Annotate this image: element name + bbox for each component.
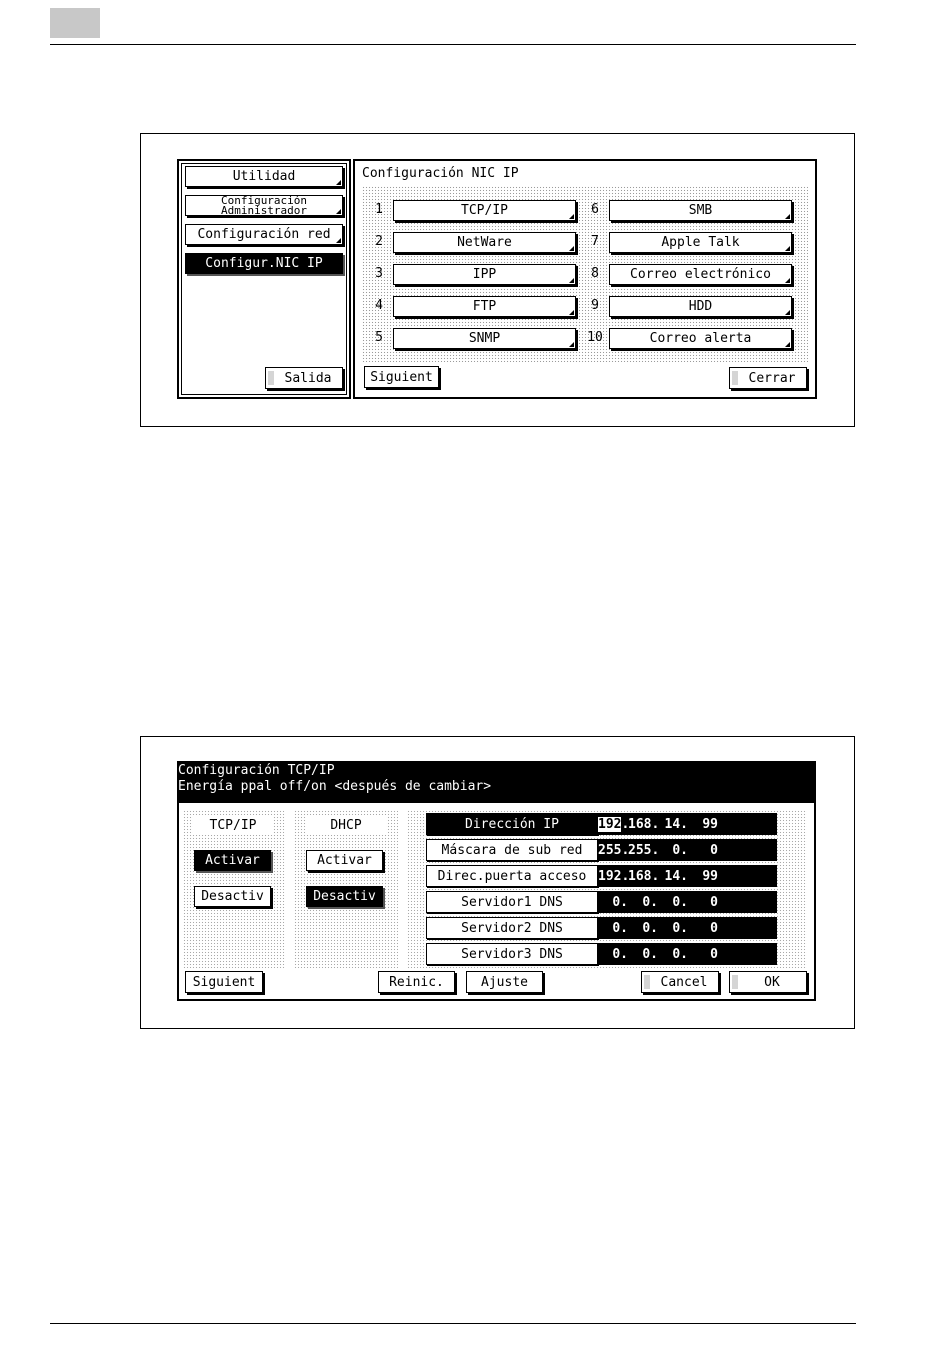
ip-octet xyxy=(598,817,628,832)
dhcp-enable-button[interactable]: Activar xyxy=(306,850,383,871)
next-button[interactable]: Siguient xyxy=(364,366,439,388)
footer-rule xyxy=(50,1323,856,1324)
ip-octet: 0. xyxy=(672,894,688,910)
tcpip-disable-button[interactable]: Desactiv xyxy=(194,886,271,907)
ip-octet: 192. xyxy=(598,868,630,884)
gateway-value[interactable] xyxy=(598,865,777,887)
ip-octet: 255. xyxy=(598,842,630,858)
option-netware-button[interactable]: NetWare xyxy=(393,232,576,253)
dns2-value[interactable] xyxy=(598,917,777,939)
ip-octet: 14. xyxy=(664,816,688,832)
ip-octet-cursor: 192 xyxy=(598,816,622,832)
dns3-value[interactable] xyxy=(598,943,777,965)
gateway-label[interactable]: Direc.puerta acceso xyxy=(426,865,598,887)
option-ipp-button[interactable]: IPP xyxy=(393,264,576,285)
option-ftp-button[interactable]: FTP xyxy=(393,296,576,317)
dns1-value[interactable] xyxy=(598,891,777,913)
option-number: 7 xyxy=(591,234,599,249)
ip-octet: 0. xyxy=(612,946,628,962)
option-number: 4 xyxy=(375,298,383,313)
adjust-button[interactable]: Ajuste xyxy=(466,971,543,993)
ip-octet: 168. xyxy=(628,868,660,884)
option-smb-button[interactable]: SMB xyxy=(609,200,792,221)
reset-button[interactable]: Reinic. xyxy=(378,971,455,993)
tcpip-enable-button[interactable]: Activar xyxy=(194,850,271,871)
ip-octet: 0. xyxy=(642,946,658,962)
menu-admin-line1: Configuración xyxy=(220,193,308,207)
option-email-button[interactable]: Correo electrónico xyxy=(609,264,792,285)
dns3-label[interactable]: Servidor3 DNS xyxy=(426,943,598,965)
ip-octet: 0. xyxy=(642,894,658,910)
ip-address-value[interactable] xyxy=(598,813,777,835)
dhcp-disable-button[interactable]: Desactiv xyxy=(306,886,383,907)
ip-octet: 0 xyxy=(710,894,718,910)
menu-network-config-button[interactable]: Configuración red xyxy=(185,224,343,245)
option-number: 3 xyxy=(375,266,383,281)
menu-admin-config-button[interactable] xyxy=(185,195,343,216)
subnet-mask-value[interactable] xyxy=(598,839,777,861)
option-alert-mail-button[interactable]: Correo alerta xyxy=(609,328,792,349)
ip-octet: 14. xyxy=(664,868,688,884)
option-number: 2 xyxy=(375,234,383,249)
option-snmp-button[interactable]: SNMP xyxy=(393,328,576,349)
option-number: 6 xyxy=(591,202,599,217)
header-title: Configuración TCP/IP xyxy=(178,763,335,778)
ip-octet: 99 xyxy=(702,816,718,832)
option-number: 1 xyxy=(375,202,383,217)
option-hdd-button[interactable]: HDD xyxy=(609,296,792,317)
ip-octet: 0. xyxy=(672,920,688,936)
option-tcpip-button[interactable]: TCP/IP xyxy=(393,200,576,221)
cancel-button[interactable]: Cancel xyxy=(641,971,719,993)
menu-admin-line2: Administrador xyxy=(220,203,308,217)
ip-octet: 0 xyxy=(710,920,718,936)
ip-octet: 0 xyxy=(710,946,718,962)
option-appletalk-button[interactable]: Apple Talk xyxy=(609,232,792,253)
next-button[interactable]: Siguient xyxy=(185,971,263,993)
tcpip-header-bar xyxy=(177,761,816,801)
panel-title: Configuración NIC IP xyxy=(362,166,519,181)
option-number: 8 xyxy=(591,266,599,281)
option-number: 9 xyxy=(591,298,599,313)
ip-octet: 0. xyxy=(612,920,628,936)
ip-octet: 0. xyxy=(672,842,688,858)
ip-octet: 0. xyxy=(672,946,688,962)
ok-button[interactable]: OK xyxy=(729,971,807,993)
dns1-label[interactable]: Servidor1 DNS xyxy=(426,891,598,913)
tcpip-column-title: TCP/IP xyxy=(193,815,273,835)
option-number: 10 xyxy=(587,330,603,345)
ip-address-label[interactable]: Dirección IP xyxy=(426,813,598,835)
ip-dot: . xyxy=(621,816,630,832)
close-button[interactable]: Cerrar xyxy=(729,367,807,389)
menu-utilidad-button[interactable]: Utilidad xyxy=(185,166,343,187)
exit-button[interactable]: Salida xyxy=(265,367,343,389)
menu-nic-ip-button[interactable]: Configur.NIC IP xyxy=(185,253,343,274)
page-header-tab xyxy=(50,8,100,38)
header-rule xyxy=(50,44,856,45)
header-subtitle: Energía ppal off/on <después de cambiar> xyxy=(178,779,492,794)
ip-octet: 0 xyxy=(710,842,718,858)
subnet-mask-label[interactable]: Máscara de sub red xyxy=(426,839,598,861)
dhcp-column-title: DHCP xyxy=(306,815,386,835)
dns2-label[interactable]: Servidor2 DNS xyxy=(426,917,598,939)
ip-octet: 0. xyxy=(612,894,628,910)
option-number: 5 xyxy=(375,330,383,345)
ip-octet: 99 xyxy=(702,868,718,884)
ip-octet: 0. xyxy=(642,920,658,936)
ip-octet: 255. xyxy=(628,842,660,858)
ip-octet: 168. xyxy=(628,816,660,832)
